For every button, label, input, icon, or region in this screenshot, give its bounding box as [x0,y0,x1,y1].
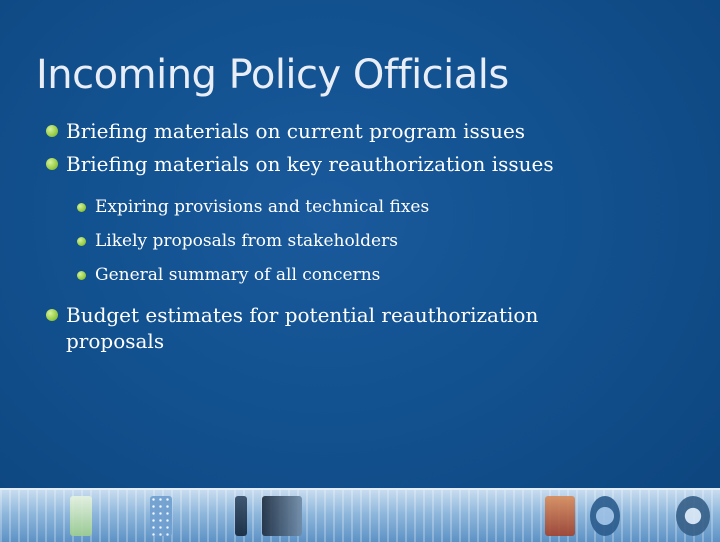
slide-content [44,118,684,361]
sub-bullet-dot-icon [77,203,86,212]
bullet-text: Briefing materials on current program issues [66,119,526,143]
bullet-dot-icon [46,125,58,137]
sub-bullet-dot-icon [77,271,86,280]
sub-bullet-text: Expiring provisions and technical fixes [95,197,430,217]
sub-bullet-dot-icon [77,237,86,246]
bullet-text: Briefing materials on key reauthorization issues [66,152,554,176]
slide-title: Incoming Policy Officials [36,52,509,98]
lab-image-icon [70,496,92,536]
sub-bullet-text: Likely proposals from stakeholders [95,231,398,251]
gear-icon [590,496,620,536]
dots-pattern-icon [150,496,172,536]
bullet-dot-icon [46,158,58,170]
gear-large-icon [676,496,710,536]
telescope-icon [262,496,302,536]
bullet-item [44,151,684,177]
bullet-dot-icon [46,309,58,321]
person-silhouette-icon [235,496,247,536]
sub-bullet-item [44,196,684,218]
bullet-text: Budget estimates for potential reauthorization [66,303,539,327]
decorative-footer-strip [0,488,720,542]
hands-image-icon [545,496,575,536]
bullet-text-continuation: proposals [66,329,165,353]
sub-bullet-item [44,264,684,286]
sub-bullet-item [44,230,684,252]
bullet-item [44,118,684,144]
sub-bullet-text: General summary of all concerns [95,265,381,285]
bullet-item [44,302,684,354]
